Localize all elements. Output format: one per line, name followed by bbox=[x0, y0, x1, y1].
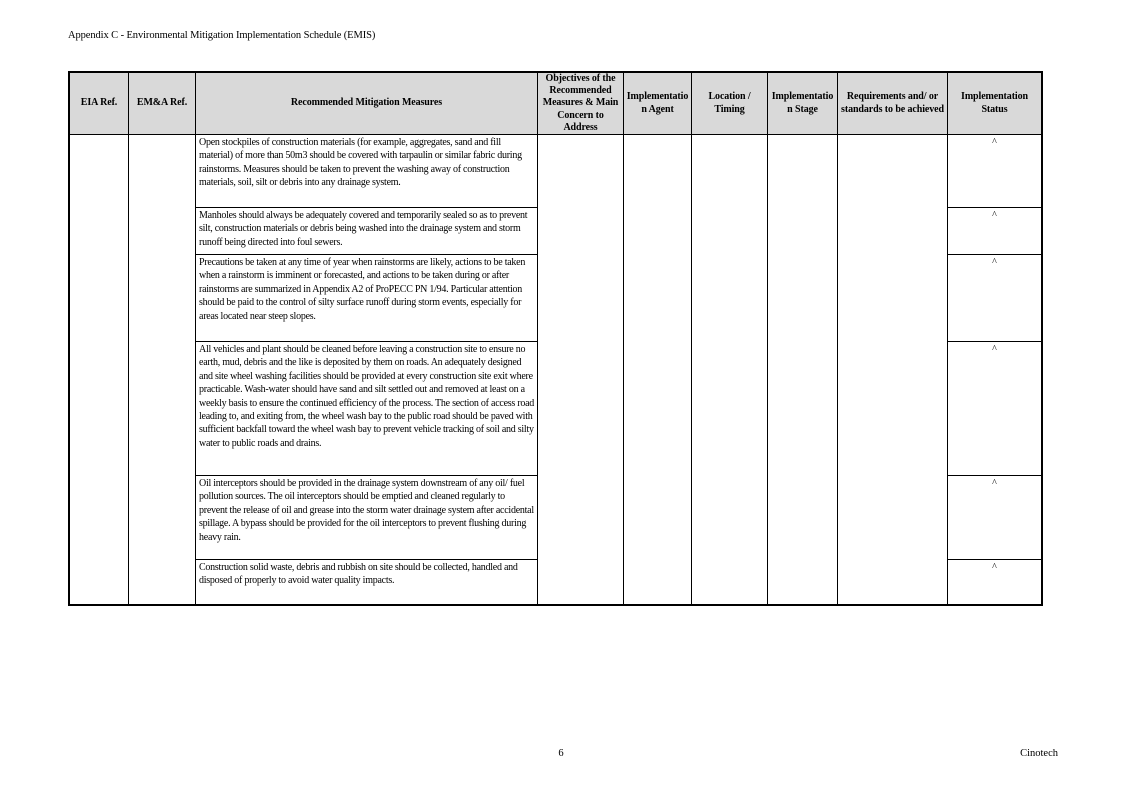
measure-cell: Construction solid waste, debris and rubbish on site should be collected, handled and disposed of properly to avoid water quality impacts. bbox=[199, 562, 518, 587]
implementation-stage-body-column bbox=[768, 135, 838, 604]
column-header-recommended-mitigation-measures: Recommended Mitigation Measures bbox=[196, 73, 538, 134]
column-header-objectives: Objectives of the Recommended Measures & Main Concern to Address bbox=[538, 73, 624, 134]
column-header-implementation-status: Implementation Status bbox=[961, 91, 1028, 115]
measure-cell: Precautions be taken at any time of year when rainstorms are likely, actions to be taken when a rainstorm is imminent or forecasted, and actions to be taken during or after rainstorms are summarized in Appendix A2 of ProPECC PN 1/94. Particular attention should be paid to the control of silty surface runoff during storm events, especially for areas located near steep slopes. bbox=[196, 255, 537, 342]
emis-table bbox=[68, 71, 1043, 606]
objectives-body-column bbox=[538, 135, 624, 604]
column-header-implementation-stage: Implementation Stage bbox=[768, 73, 838, 134]
appendix-title: Appendix C - Environmental Mitigation Implementation Schedule (EMIS) bbox=[68, 30, 376, 41]
requirements-body-column bbox=[838, 135, 948, 604]
status-body-column bbox=[948, 135, 1041, 604]
ema-ref-body-column bbox=[129, 135, 196, 604]
page-number: 6 bbox=[558, 748, 564, 759]
eia-ref-body-column bbox=[70, 135, 129, 604]
implementation-agent-body-column bbox=[624, 135, 692, 604]
measure-cell: All vehicles and plant should be cleaned before leaving a construction site to ensure no earth, mud, debris and the like is deposited by them on roads. An adequately designed and site wheel washing facilities should be provided at every construction site exit where practicable. Wash-water should have sand and silt settled out and removed at least on a weekly basis to ensure the continued efficiency of the process. The section of access road leading to, and exiting from, the wheel wash bay to the public road should be paved with sufficient backfall toward the wheel wash bay to prevent vehicle tracking of soil and silty water to public roads and drains. bbox=[196, 342, 537, 476]
measure-cell: Manholes should always be adequately covered and temporarily sealed so as to prevent silt, construction materials or debris being washed into the drainage system and storm runoff being directed into foul sewers. bbox=[196, 208, 537, 255]
measures-body-column bbox=[196, 135, 538, 604]
measure-cell: Open stockpiles of construction materials (for example, aggregates, sand and fill material) of more than 50m3 should be covered with tarpaulin or similar fabric during rainstorms. Measures should be taken to prevent the washing away of construction materials, soil, silt or debris into any drainage system. bbox=[196, 135, 537, 208]
table-header-row bbox=[70, 73, 1041, 135]
status-cell: ^ bbox=[948, 476, 1041, 560]
measure-cell: Oil interceptors should be provided in the drainage system downstream of any oil/ fuel pollution sources. The oil interceptors should be emptied and cleaned regularly to prevent the release of oil and grease into the storm water drainage system after accidental spillage. A bypass should be provided for the oil interceptors to prevent flushing during heavy rain. bbox=[196, 476, 537, 560]
column-header-eia-ref: EIA Ref. bbox=[70, 73, 129, 134]
status-cell: ^ bbox=[948, 208, 1041, 255]
status-cell: ^ bbox=[992, 562, 997, 573]
table-body bbox=[70, 135, 1041, 604]
column-header-location-timing: Location / Timing bbox=[692, 73, 768, 134]
status-cell: ^ bbox=[948, 135, 1041, 208]
column-header-ema-ref: EM&A Ref. bbox=[129, 73, 196, 134]
location-timing-body-column bbox=[692, 135, 768, 604]
column-header-requirements-standards: Requirements and/ or standards to be achieved bbox=[838, 73, 948, 134]
column-header-implementation-agent: Implementation Agent bbox=[624, 73, 692, 134]
status-cell: ^ bbox=[948, 342, 1041, 476]
company-name: Cinotech bbox=[1020, 748, 1058, 759]
status-cell: ^ bbox=[948, 255, 1041, 342]
